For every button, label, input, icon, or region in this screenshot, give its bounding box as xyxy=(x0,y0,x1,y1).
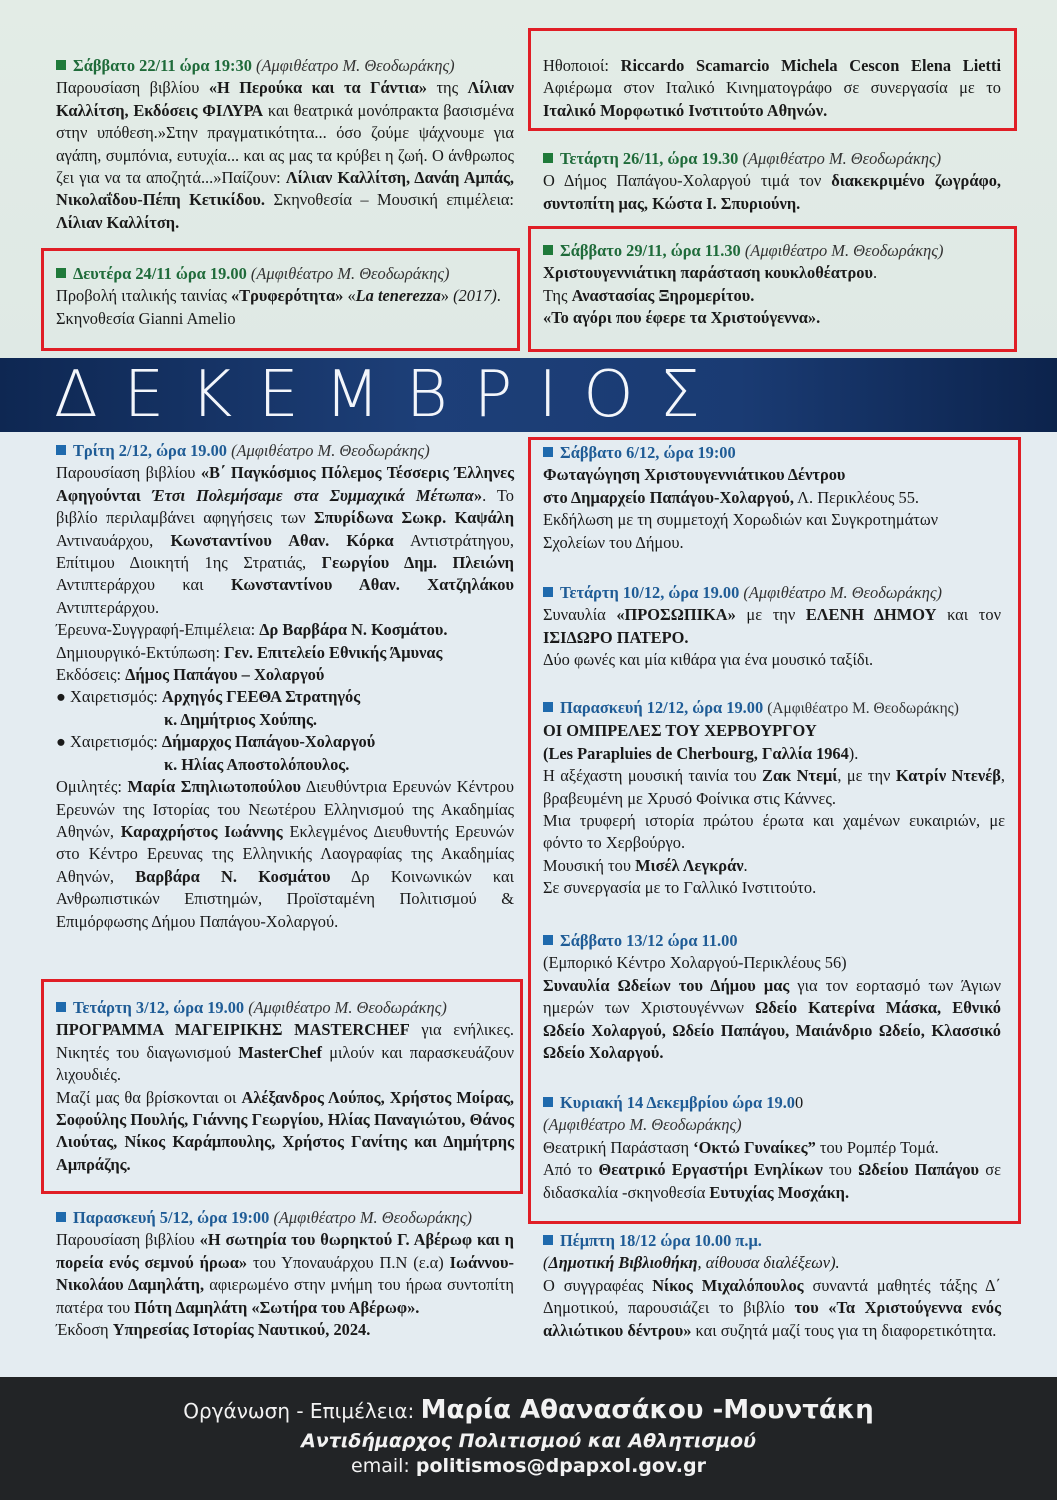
event-venue: (Αμφιθέατρο Μ. Θεοδωράκης) xyxy=(743,583,942,602)
event-date: Σάββατο 13/12 ώρα 11.00 xyxy=(560,931,738,950)
event-dec-2: Τρίτη 2/12, ώρα 19.00 (Αμφιθέατρο Μ. Θεοδωράκης) Παρουσίαση βιβλίου «Β΄ Παγκόσμιος Πόλεμος Τέσσερις Έλληνες Αφηγούνται Έτσι Πολεμήσαμε στα Συμμαχικά Μέτωπα». Το βιβλίο περιλαμβάνει αφηγήσεις των Σπυρίδωνα Σωκρ. Καψάλη Αντιναυάρχου, Κωνσταντίνου Αθαν. Κόρκα Αντιστράτηγου, Επίτιμου Διοικητή 1ης Στρατιάς, Γεωργίου Δημ. Πλειώνη Αντιπτεράρχου και Κωνσταντίνου Αθαν. Χατζηλάκου Αντιπτεράρχου. Έρευνα-Συγγραφή-Επιμέλεια: Δρ Βαρβάρα Ν. Κοσμάτου. Δημιουργικό-Εκτύπωση: Γεν. Επιτελείο Εθνικής Άμυνας Εκδόσεις: Δήμος Παπάγου – Χολαργού ● Χαιρετισμός: Αρχηγός ΓΕΕΘΑ Στρατηγός κ. Δημήτριος Χούπης. ● Χαιρετισμός: Δήμαρχος Παπάγου-Χολαργού κ. Ηλίας Αποστολόπουλος. Ομιλητές: Μαρία Σπηλιωτοπούλου Διευθύντρια Ερευνών Κέντρου Ερευνών της Ιστορίας του Νεωτέρου Ελληνισμού της Ακαδημίας Αθηνών, Καραχρήστος Ιωάννης Εκλεγμένος Διευθυντής Ερευνών στο Κέντρο Ερευνας της Ελληνικής Λαογραφίας της Ακαδημίας Αθηνών, Βαρβάρα Ν. Κοσμάτου Δρ Κοινωνικών και Ανθρωπιστικών Επιστημών, Προϊσταμένη Πολιτισμού & Επιμόρφωσης Δήμου Παπάγου-Χολαργού. xyxy=(56,441,515,931)
event-venue: (Αμφιθέατρο Μ. Θεοδωράκης) xyxy=(250,264,450,283)
bullet-icon: ● xyxy=(56,732,66,752)
blue-square-icon xyxy=(56,1212,66,1222)
event-venue: (Αμφιθέατρο Μ. Θεοδωράκης) xyxy=(231,441,430,460)
event-date: Σάββατο 22/11 ώρα 19:30 xyxy=(73,56,252,75)
event-nov-24: Δευτέρα 24/11 ώρα 19.00 (Αμφιθέατρο Μ. Θεοδωράκης) Προβολή ιταλικής ταινίας «Τρυφερότητα» «La tenerezza» (2017). Σκηνοθεσία Gianni Amelio xyxy=(56,264,501,328)
event-date: Σάββατο 6/12, ώρα 19:00 xyxy=(560,443,736,462)
event-date: Τετάρτη 3/12, ώρα 19.00 xyxy=(73,998,245,1017)
event-date: Τετάρτη 26/11, ώρα 19.30 xyxy=(560,149,739,168)
event-nov-26: Τετάρτη 26/11, ώρα 19.30 (Αμφιθέατρο Μ. Θεοδωράκης) Ο Δήμος Παπάγου-Χολαργού τιμά τον διακεκριμένο ζωγράφο, συντοπίτη μας, Κώστα Ι. Σπυριούνη. xyxy=(543,149,1001,213)
event-date: Σάββατο 29/11, ώρα 11.30 xyxy=(560,241,741,260)
blue-square-icon xyxy=(543,1235,553,1245)
event-venue: (Αμφιθέατρο Μ. Θεοδωράκης) xyxy=(543,1115,742,1135)
event-venue: (Αμφιθέατρο Μ. Θεοδωράκης) xyxy=(248,998,447,1017)
event-date: Πέμπτη 18/12 ώρα 10.00 π.μ. xyxy=(560,1231,762,1250)
event-dec-6: Σάββατο 6/12, ώρα 19:00 Φωταγώγηση Χριστουγεννιάτικου Δέντρου στο Δημαρχείο Παπάγου-Χολαργού, Λ. Περικλέους 55. Εκδήλωση με τη συμμετοχή Χορωδιών και Συγκροτημάτων Σχολείων του Δήμου. xyxy=(543,443,939,552)
green-square-icon xyxy=(543,245,553,255)
event-dec-12: Παρασκευή 12/12, ώρα 19.00 (Αμφιθέατρο Μ. Θεοδωράκης) ΟΙ ΟΜΠΡΕΛΕΣ ΤΟΥ ΧΕΡΒΟΥΡΓΟΥ (Les Parapluies de Cherbourg, Γαλλία 1964). Η αξέχαστη μουσική ταινία του Ζακ Ντεμί, με την Κατρίν Ντενέβ, βραβευμένη με Χρυσό Φοίνικα στις Κάννες. Μια τρυφερή ιστορία πρώτου έρωτα και χαμένων ευκαιριών, με φόντο το Χερβούργο. Μουσική του Μισέλ Λεγκράν. Σε συνεργασία με το Γαλλικό Ινστιτούτο. xyxy=(543,698,1005,898)
event-date: Δευτέρα 24/11 ώρα 19.00 xyxy=(73,264,247,283)
event-dec-10: Τετάρτη 10/12, ώρα 19.00 (Αμφιθέατρο Μ. Θεοδωράκης) Συναυλία «ΠΡΟΣΩΠΙΚΑ» με την ΕΛΕΝΗ ΔΗΜΟΥ και τον ΙΣΙΔΩΡΟ ΠΑΤΕΡΟ. Δύο φωνές και μία κιθάρα για ένα μουσικό ταξίδι. xyxy=(543,583,1001,670)
footer-email: email: politismos@dpapxol.gov.gr xyxy=(351,1455,706,1477)
footer-role: Αντιδήμαρχος Πολιτισμού και Αθλητισμού xyxy=(301,1430,756,1452)
event-date: Παρασκευή 5/12, ώρα 19:00 xyxy=(73,1208,270,1227)
event-date: Κυριακή 14 Δεκεμβρίου ώρα 19.0 xyxy=(560,1093,795,1112)
event-venue: (Αμφιθέατρο Μ. Θεοδωράκης) xyxy=(767,700,959,717)
green-square-icon xyxy=(543,153,553,163)
banner-title: ΔΕΚΕΜΒΡΙΟΣ xyxy=(54,358,727,432)
event-dec-14: Κυριακή 14 Δεκεμβρίου ώρα 19.00 (Αμφιθέατρο Μ. Θεοδωράκης) Θεατρική Παράσταση ‘Οκτώ Γυναίκες” του Ρομπέρ Τομά. Από το Θεατρικό Εργαστήρι Ενηλίκων του Ωδείου Παπάγου σε διδασκαλία -σκηνοθεσία Ευτυχίας Μοσχάκη. xyxy=(543,1093,1001,1202)
footer xyxy=(0,1377,1057,1500)
blue-square-icon xyxy=(543,447,553,457)
event-dec-3: Τετάρτη 3/12, ώρα 19.00 (Αμφιθέατρο Μ. Θεοδωράκης) ΠΡΟΓΡΑΜΜΑ ΜΑΓΕΙΡΙΚΗΣ MASTERCHEF για ενήλικες. Νικητές του διαγωνισμού MasterChef μιλούν και παρασκευάζουν λιχουδιές. Μαζί μας θα βρίσκονται οι Αλέξανδρος Λούπος, Χρήστος Μοίρας, Σοφούλης Πουλής, Γιάννης Γεωργίου, Ηλίας Παναγιώτου, Θάνος Λιούτας, Νίκος Καράμπουλης, Χρήστος Γανίτης και Δημήτρης Αμπράζης. xyxy=(56,998,515,1174)
footer-organizer: Οργάνωση - Επιμέλεια: Μαρία Αθανασάκου -Μουντάκη xyxy=(183,1395,874,1425)
event-dec-18: Πέμπτη 18/12 ώρα 10.00 π.μ. (Δημοτική Βιβλιοθήκη, αίθουσα διαλέξεων). Ο συγγραφέας Νίκος Μιχαλόπουλος συναντά μαθητές τάξης Δ΄ Δημοτικού, παρουσιάζει το βιβλίο του «Τα Χριστούγεννα ενός αλλιώτικου δέντρου» και συζητά μαζί τους για τη διαφορετικότητα. xyxy=(543,1231,1001,1340)
green-square-icon xyxy=(56,268,66,278)
blue-square-icon xyxy=(543,1097,553,1107)
event-venue: (Αμφιθέατρο Μ. Θεοδωράκης) xyxy=(742,149,942,168)
event-nov-29: Σάββατο 29/11, ώρα 11.30 (Αμφιθέατρο Μ. Θεοδωράκης) Χριστουγεννιάτικη παράσταση κουκλοθέατρου. Της Αναστασίας Ξηρομερίτου. «Το αγόρι που έφερε τα Χριστούγεννα». xyxy=(543,241,944,328)
event-dec-13: Σάββατο 13/12 ώρα 11.00 (Εμπορικό Κέντρο Χολαργού-Περικλέους 56) Συναυλία Ωδείων του Δήμου μας για τον εορτασμό των Άγιων ημερών των Χριστουγέννων Ωδείο Κατερίνα Μάσκα, Εθνικό Ωδείο Χολαργού, Ωδείο Παπάγου, Μαιάνδριο Ωδείο, Κλασσικό Ωδείο Χολαργού. xyxy=(543,931,1001,1063)
bullet-icon: ● xyxy=(56,687,66,707)
month-banner xyxy=(0,358,1057,432)
event-date: Παρασκευή 12/12, ώρα 19.00 xyxy=(560,698,764,717)
email-link[interactable]: politismos@dpapxol.gov.gr xyxy=(415,1455,706,1477)
event-actors: Ηθοποιοί: Riccardo Scamarcio Michela Cescon Elena Lietti Αφιέρωμα στον Ιταλικό Κινηματογράφο σε συνεργασία με το Ιταλικό Μορφωτικό Ινστιτούτο Αθηνών. xyxy=(543,56,1001,120)
event-venue: (Αμφιθέατρο Μ. Θεοδωράκης) xyxy=(256,56,455,75)
event-date: Τετάρτη 10/12, ώρα 19.00 xyxy=(560,583,740,602)
blue-square-icon xyxy=(543,935,553,945)
event-venue: (Αμφιθέατρο Μ. Θεοδωράκης) xyxy=(744,241,944,260)
green-square-icon xyxy=(56,60,66,70)
event-date: Τρίτη 2/12, ώρα 19.00 xyxy=(73,441,227,460)
event-dec-5: Παρασκευή 5/12, ώρα 19:00 (Αμφιθέατρο Μ. Θεοδωράκης) Παρουσίαση βιβλίου «Η σωτηρία του θωρηκτού Γ. Αβέρωφ και η πορεία ενός σεμνού ήρωα» του Υποναυάρχου Π.Ν (ε.α) Ιωάννου-Νικολάου Δαμηλάτη, αφιερωμένο στην μνήμη του ήρωα συντοπίτη πατέρα του Πότη Δαμηλάτη «Σωτήρα του Αβέρωφ». Έκδοση Υπηρεσίας Ιστορίας Ναυτικού, 2024. xyxy=(56,1208,514,1340)
blue-square-icon xyxy=(543,587,553,597)
blue-square-icon xyxy=(56,445,66,455)
blue-square-icon xyxy=(543,702,553,712)
event-nov-22: Σάββατο 22/11 ώρα 19:30 (Αμφιθέατρο Μ. Θεοδωράκης) Παρουσίαση βιβλίου «Η Περούκα και τα Γάντια» της Λίλιαν Καλλίτση, Εκδόσεις ΦΙΛΥΡΑ και θεατρικά μονόπρακτα βασισμένα στην υπόθεση.»Στην πραγματικότητα... όσο ζούμε ψάχνουμε για αγάπη, συμπόνια, ευτυχία... και ας μας τα κρύβει η ζωή. Ο άνθρωπος ζει για να τα αποζητά...»Παίζουν: Λίλιαν Καλλίτση, Δανάη Αμπάς, Νικολαΐδου-Πέπη Κετικίδου. Σκηνοθεσία – Μουσική επιμέλεια: Λίλιαν Καλλίτση. xyxy=(56,56,514,232)
event-venue: (Αμφιθέατρο Μ. Θεοδωράκης) xyxy=(273,1208,473,1227)
blue-square-icon xyxy=(56,1002,66,1012)
